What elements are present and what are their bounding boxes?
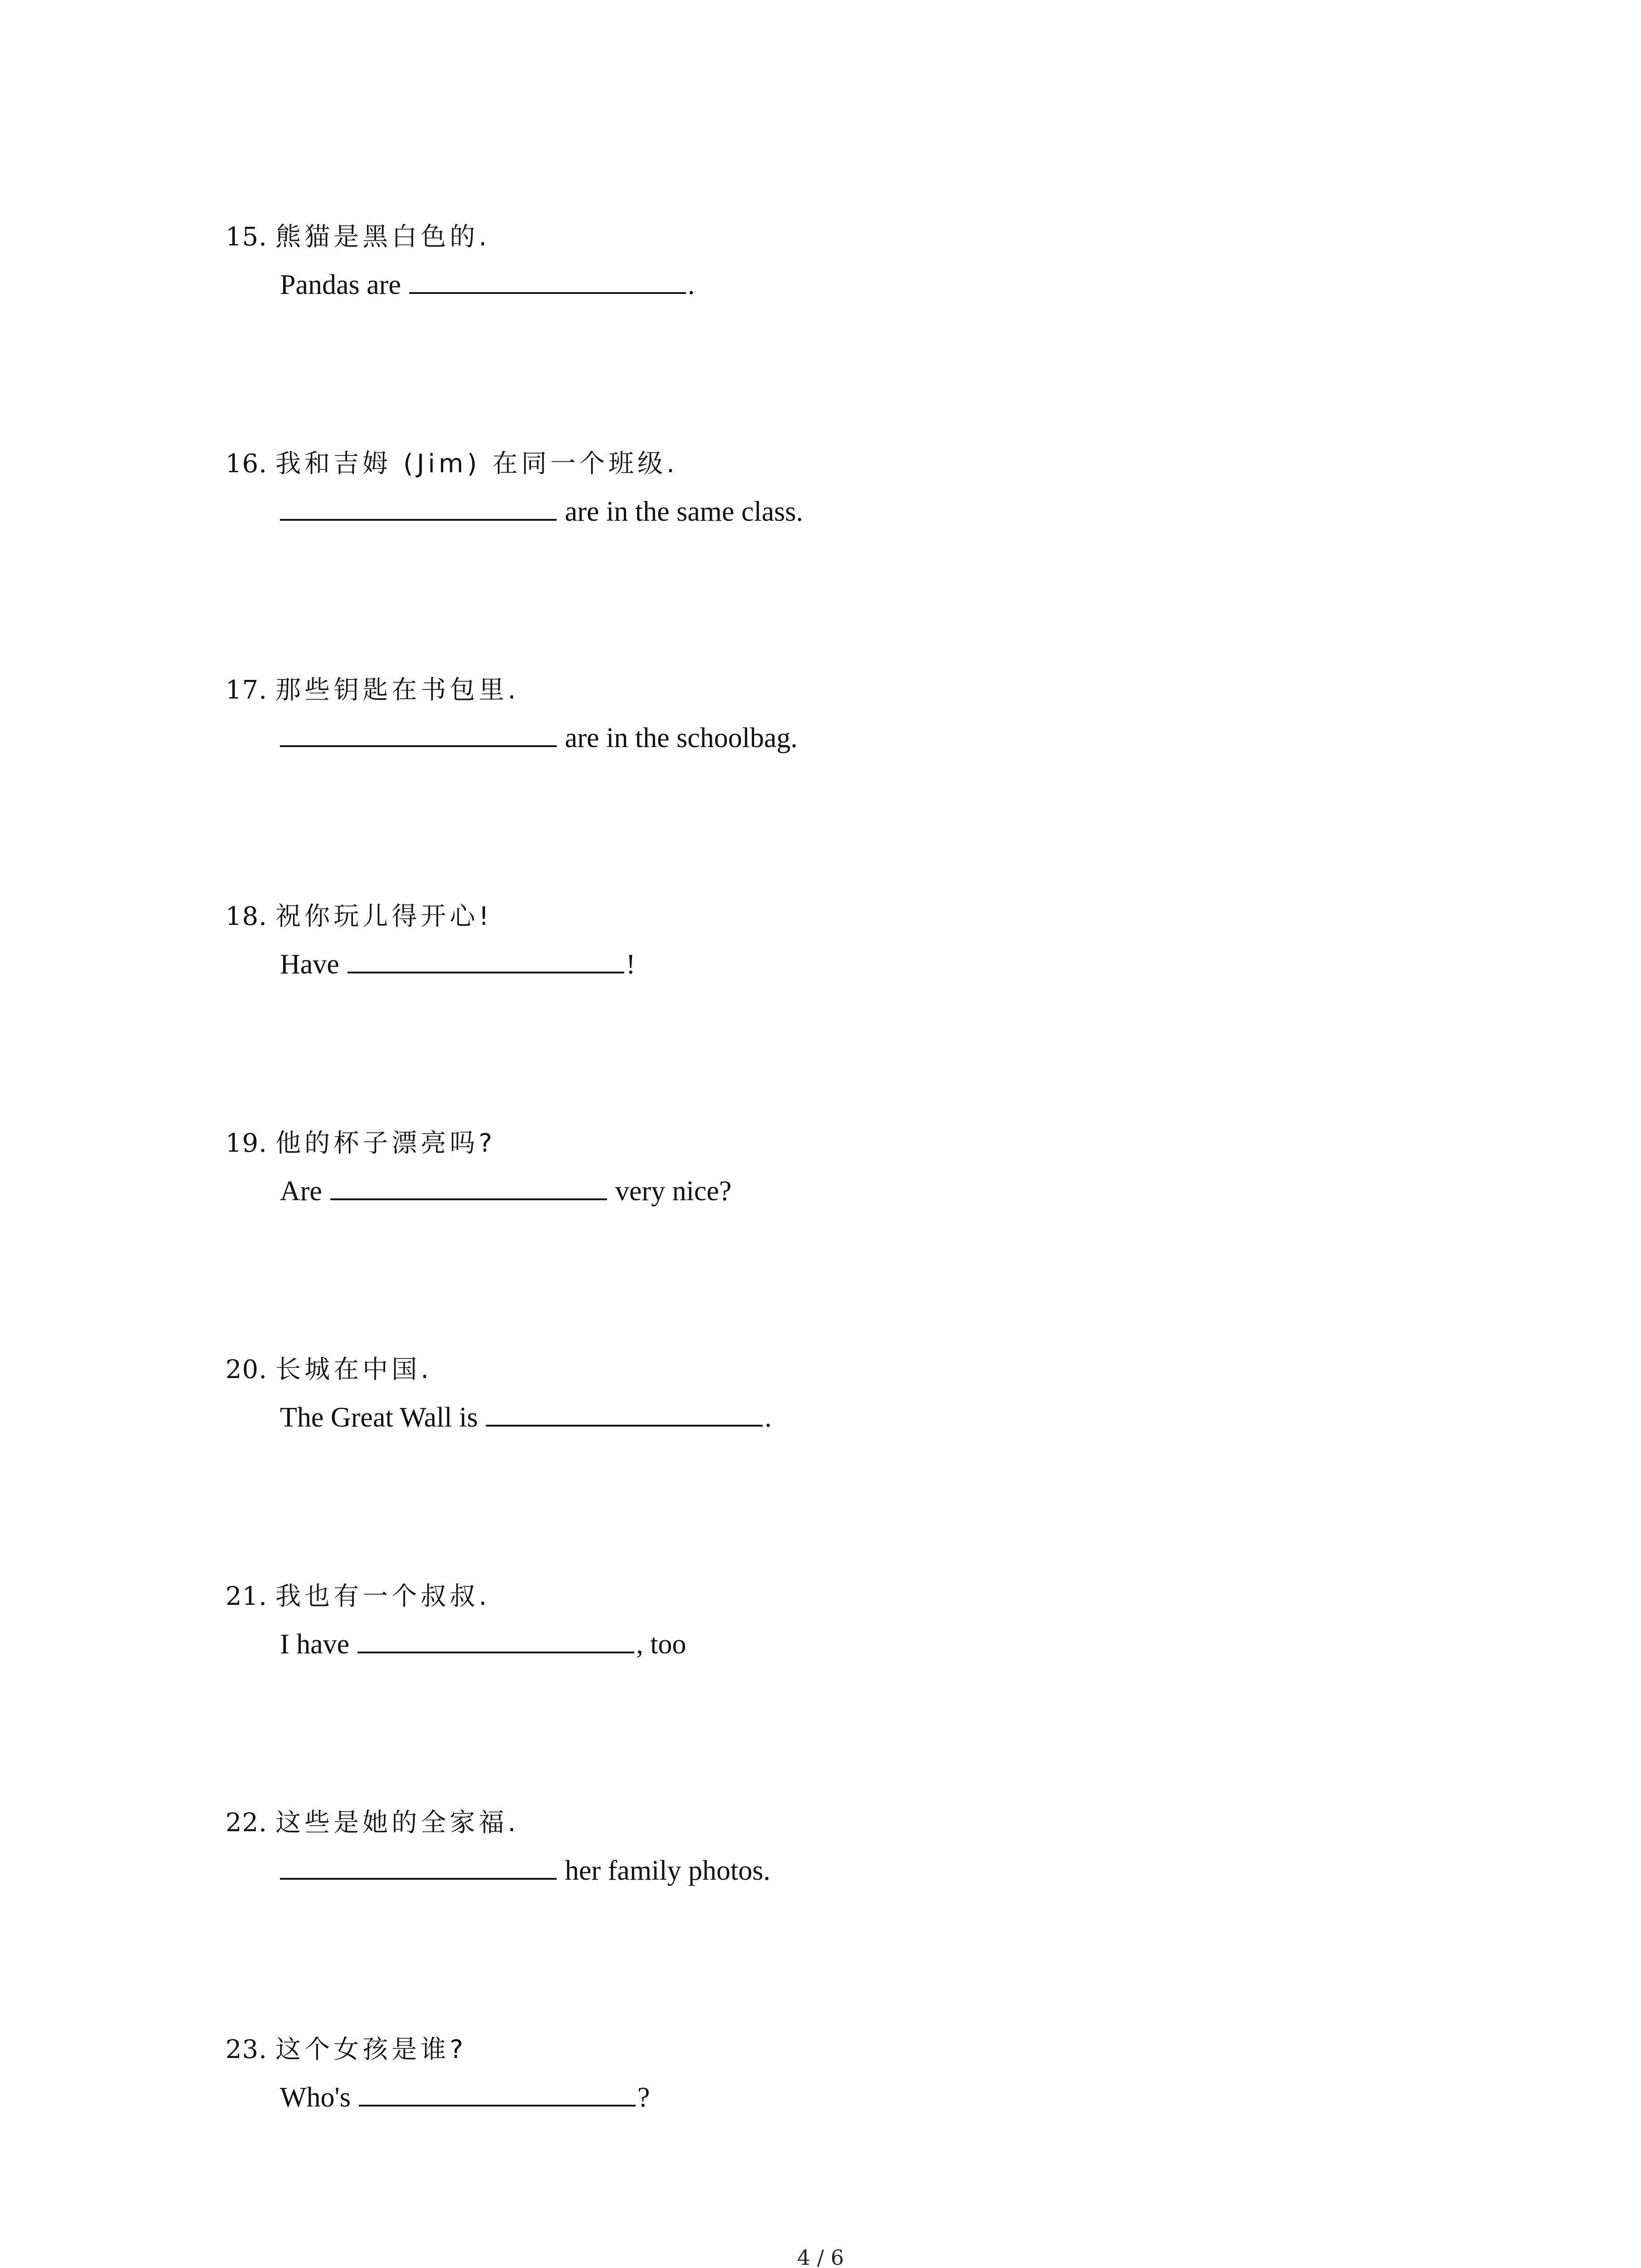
question-prompt bbox=[225, 670, 1496, 715]
chinese-sentence: 这个女孩是谁? bbox=[275, 2035, 467, 2064]
sentence-start: Who's bbox=[280, 2082, 351, 2113]
answer-blank[interactable] bbox=[330, 1170, 607, 1200]
sentence-start: Are bbox=[280, 1176, 322, 1207]
answer-blank[interactable] bbox=[358, 1623, 634, 1653]
translation-line bbox=[280, 491, 1496, 536]
chinese-sentence: 长城在中国. bbox=[275, 1355, 432, 1384]
answer-blank[interactable] bbox=[280, 491, 557, 521]
question-number: 19. bbox=[225, 1129, 268, 1158]
question-prompt bbox=[225, 2029, 1496, 2075]
answer-blank[interactable] bbox=[409, 264, 686, 294]
translation-line bbox=[280, 717, 1496, 763]
sentence-start: The Great Wall is bbox=[280, 1402, 478, 1433]
question-number: 16. bbox=[225, 449, 268, 479]
question-18 bbox=[225, 896, 1496, 989]
question-20 bbox=[225, 1349, 1496, 1442]
translation-line bbox=[280, 1850, 1496, 1895]
question-prompt bbox=[225, 1576, 1496, 1622]
chinese-sentence: 他的杯子漂亮吗? bbox=[275, 1129, 496, 1158]
sentence-start: Pandas are bbox=[280, 269, 401, 300]
chinese-sentence: 这些是她的全家福. bbox=[275, 1808, 519, 1838]
translation-line bbox=[280, 1397, 1496, 1442]
question-number: 23. bbox=[225, 2035, 268, 2064]
question-prompt bbox=[225, 217, 1496, 262]
chinese-sentence: 熊猫是黑白色的. bbox=[275, 222, 490, 252]
question-22 bbox=[225, 1803, 1496, 1895]
question-number: 15. bbox=[225, 222, 268, 252]
question-prompt bbox=[225, 444, 1496, 489]
sentence-end: her family photos. bbox=[565, 1855, 770, 1886]
translation-line bbox=[280, 2077, 1496, 2122]
question-prompt bbox=[225, 1803, 1496, 1848]
chinese-sentence: 我和吉姆 (Jim) 在同一个班级. bbox=[275, 449, 678, 479]
chinese-sentence: 我也有一个叔叔. bbox=[275, 1582, 490, 1611]
translation-line bbox=[280, 264, 1496, 309]
sentence-start: Have bbox=[280, 949, 339, 980]
answer-blank[interactable] bbox=[280, 717, 557, 747]
sentence-end: very nice? bbox=[615, 1176, 732, 1207]
translation-line bbox=[280, 943, 1496, 989]
question-17 bbox=[225, 670, 1496, 763]
sentence-end: ? bbox=[637, 2082, 650, 2113]
page-number: 4 / 6 bbox=[797, 2245, 844, 2268]
chinese-sentence: 那些钥匙在书包里. bbox=[275, 675, 519, 705]
question-21 bbox=[225, 1576, 1496, 1669]
sentence-end: are in the same class. bbox=[565, 496, 803, 527]
sentence-end: . bbox=[764, 1402, 772, 1433]
question-prompt bbox=[225, 1123, 1496, 1168]
question-16 bbox=[225, 444, 1496, 536]
question-15 bbox=[225, 217, 1496, 309]
question-prompt bbox=[225, 896, 1496, 942]
question-number: 18. bbox=[225, 902, 268, 931]
question-23 bbox=[225, 2029, 1496, 2122]
chinese-sentence: 祝你玩儿得开心! bbox=[275, 902, 493, 931]
translation-line bbox=[280, 1170, 1496, 1216]
sentence-end: , too bbox=[636, 1629, 686, 1660]
sentence-end: . bbox=[687, 269, 695, 300]
question-number: 21. bbox=[225, 1582, 268, 1611]
answer-blank[interactable] bbox=[348, 943, 624, 973]
answer-blank[interactable] bbox=[359, 2077, 636, 2107]
answer-blank[interactable] bbox=[280, 1850, 557, 1880]
sentence-start: I have bbox=[280, 1629, 350, 1660]
sentence-end: are in the schoolbag. bbox=[565, 723, 798, 753]
question-19 bbox=[225, 1123, 1496, 1216]
question-prompt bbox=[225, 1349, 1496, 1395]
answer-blank[interactable] bbox=[486, 1397, 763, 1427]
question-number: 17. bbox=[225, 675, 268, 705]
sentence-end: ! bbox=[626, 949, 636, 980]
question-number: 20. bbox=[225, 1355, 268, 1384]
translation-line bbox=[280, 1623, 1496, 1669]
question-number: 22. bbox=[225, 1808, 268, 1838]
